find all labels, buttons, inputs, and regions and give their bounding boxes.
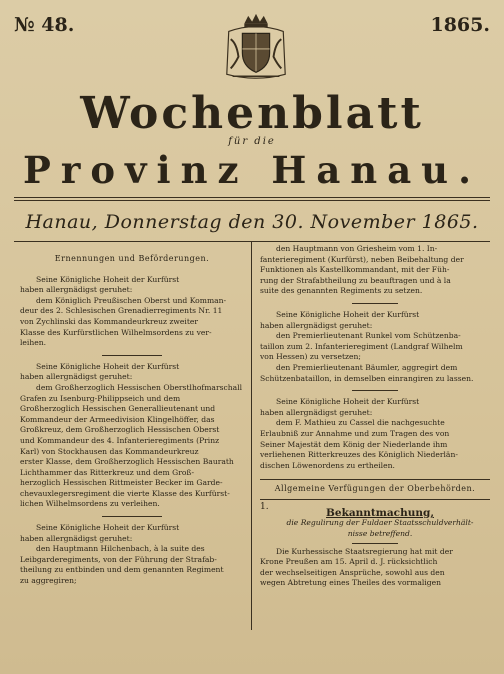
- separator: [102, 355, 162, 356]
- right-column: [252, 242, 490, 630]
- issue-number: № 48.: [14, 14, 75, 36]
- right-paragraph-2: Seine Königliche Hoheit der Kurfürst haben allergnädigst geruhet: den Premierlieutenant Runkel vom Schützenba- taillon zum 2. Infanterieregiment (Landgraf Wilhelm von Hessen) zu versetzen; den Premierlieutenant Bäumler, aggregirt dem Schützenbataillon, in demselben einrangiren zu lassen.: [260, 309, 474, 383]
- item-number: 1.: [260, 501, 269, 512]
- section-heading-ordinances: Allgemeine Verfügungen der Oberbehörden.: [274, 484, 476, 494]
- right-paragraph-3: Seine Königliche Hoheit der Kurfürst haben allergnädigst geruhet: dem F. Mathieu zu Cassel die nachgesuchte Erlaubniß zur Annahme und zum Tragen des von Seiner Majestät dem König der Niederlande ihm verliehenen Ritterkreuzes des Königlich Niederlän- dischen Löwenordens zu ertheilen.: [260, 397, 458, 470]
- masthead-title-line2: Provinz Hanau.: [23, 148, 481, 192]
- announcement-1: 1. Bekanntmachung, die Regulirung der Fuldaer Staatsschuldverhält- nisse betreffend.: [260, 502, 490, 540]
- issue-year: 1865.: [430, 14, 490, 36]
- left-paragraph-3: Seine Königliche Hoheit der Kurfürst haben allergnädigst geruhet: den Hauptmann Hilchenbach, à la suite des Leibgarderegiments, von der Führung der Strafab- theilung zu entbinden und dem genannten Regiment zu aggregiren;: [20, 523, 224, 586]
- dateline: Hanau, Donnerstag den 30. November 1865.: [25, 211, 479, 233]
- masthead: [14, 90, 490, 191]
- separator: [352, 390, 398, 391]
- header-bar: [14, 10, 490, 88]
- separator: [102, 516, 162, 517]
- section-heading-appointments: Ernennungen und Beförderungen.: [54, 254, 210, 263]
- header-rule: [14, 197, 490, 198]
- announcement-heading: Bekanntmachung,: [326, 506, 434, 519]
- masthead-title-line1: Wochenblatt: [80, 88, 424, 139]
- section-rule: [260, 499, 490, 500]
- masthead-title-small: für die: [228, 136, 276, 147]
- left-column: [14, 242, 252, 630]
- columns: [14, 242, 490, 630]
- left-paragraph-2: Seine Königliche Hoheit der Kurfürst haben allergnädigst geruhet: dem Großherzoglich Hessischen Oberstlhofmarschall Grafen zu Isenburg-Philippseich und dem Großherzoglich Hessischen Generallieutenant und Kommandeur der Armeedivision Klingelhöffer, das Großkreuz, dem Großherzoglich Hessischen Oberst und Kommandeur des 4. Infanterieregiments (Prinz Karl) von Stockhausen das Kommandeurkreuz erster Klasse, dem Großherzoglich Hessischen Baurath Lichthammer das Ritterkreuz und dem Groß- herzoglich Hessischen Rittmeister Becker im Garde- chevauxlegersregiment die vierte Klasse des Kurfürst- lichen Wilhelmsordens zu verleihen.: [20, 361, 242, 509]
- left-paragraph-1: Seine Königliche Hoheit der Kurfürst haben allergnädigst geruhet: dem Königlich Preußischen Oberst und Komman- deur des 2. Schlesischen Grenadierregiments Nr. 11 von Zychlinski das Kommandeurkreuz zweiter Klasse des Kurfürstlichen Wilhelmsordens zu ver- leihen.: [20, 274, 227, 348]
- separator: [352, 303, 398, 304]
- section-rule: [260, 479, 490, 480]
- right-paragraph-1: den Hauptmann von Griesheim vom 1. In- fanterieregiment (Kurfürst), neben Beibehaltung der Funktionen als Kastellkommandant, mit der Füh- rung der Strafabtheilung zu beauftragen und à la suite des genannten Regiments zu setzen.: [260, 244, 464, 296]
- coat-of-arms-icon: [217, 10, 295, 84]
- header-rule-thin: [14, 200, 490, 201]
- separator: [352, 543, 398, 544]
- right-paragraph-4: Die Kurhessische Staatsregierung hat mit der Krone Preußen am 15. April d. J. rücksichtlich der wechselseitigen Ansprüche, sowohl aus den wegen Abtretung eines Theiles des vormaligen: [260, 546, 453, 588]
